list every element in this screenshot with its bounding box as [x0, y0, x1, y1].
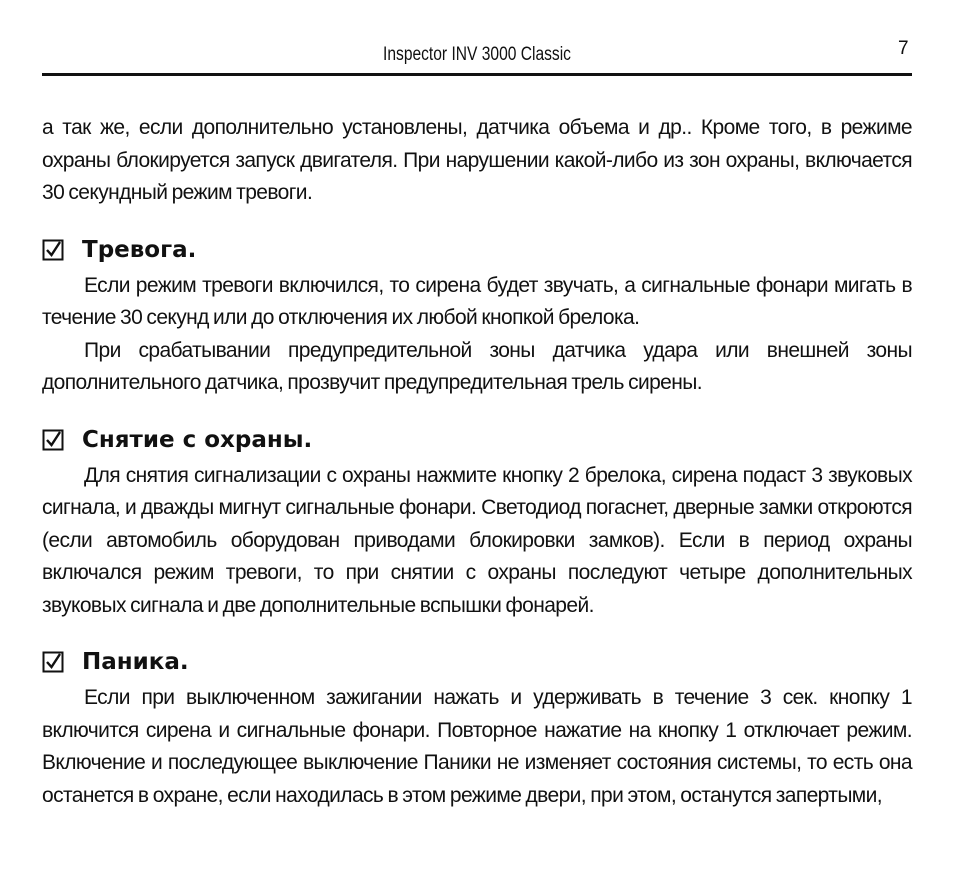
page-header-title: Inspector INV 3000 Classic — [383, 44, 571, 65]
section-heading-text: Снятие с охраны. — [82, 426, 313, 453]
section-heading-panic — [42, 646, 912, 678]
checkbox-checked-icon — [42, 429, 64, 451]
checkbox-checked-icon — [42, 239, 64, 261]
intro-paragraph: а так же, если дополнительно установлены, датчика объема и др.. Кроме того, в режиме охраны блокируется запуск двигателя. При нарушении какой-либо из зон охраны, включается 30 секундный режим тревоги. — [42, 116, 912, 204]
section-heading-disarm — [42, 424, 912, 456]
page-body — [42, 112, 912, 812]
section-heading-text: Тревога. — [82, 236, 197, 263]
disarm-paragraph-1: Для снятия сигнализации с охраны нажмите кнопку 2 брелока, сирена подаст 3 звуковых сигнала, и дважды мигнут сигнальные фонари. Светодиод погаснет, дверные замки откроются (если автомобиль оборудован приводами блокировки замков). Если в период охраны включался режим тревоги, то при снятии с охраны последуют четыре дополнительных звуковых сигнала и две дополнительные вспышки фонарей. — [42, 463, 912, 617]
panic-paragraph-1: Если при выключенном зажигании нажать и удерживать в течение 3 сек. кнопку 1 включится сирена и сигнальные фонари. Повторное нажатие на кнопку 1 отключает режим. Включение и последующее выключение Паники не изменяет состояния системы, то есть она останется в охране, если находилась в этом режиме двери, при этом, останутся запертыми, — [42, 686, 912, 807]
header-rule — [42, 73, 912, 76]
alarm-paragraph-2: При срабатывании предупредительной зоны датчика удара или внешней зоны дополнительного датчика, прозвучит предупредительная трель сирены. — [42, 338, 912, 394]
alarm-paragraph-1: Если режим тревоги включился, то сирена будет звучать, а сигнальные фонари мигать в течение 30 секунд или до отключения их любой кнопкой брелока. — [42, 273, 912, 329]
checkbox-checked-icon — [42, 651, 64, 673]
section-heading-alarm — [42, 234, 912, 266]
section-heading-text: Паника. — [82, 649, 189, 675]
page-number: 7 — [898, 38, 909, 59]
